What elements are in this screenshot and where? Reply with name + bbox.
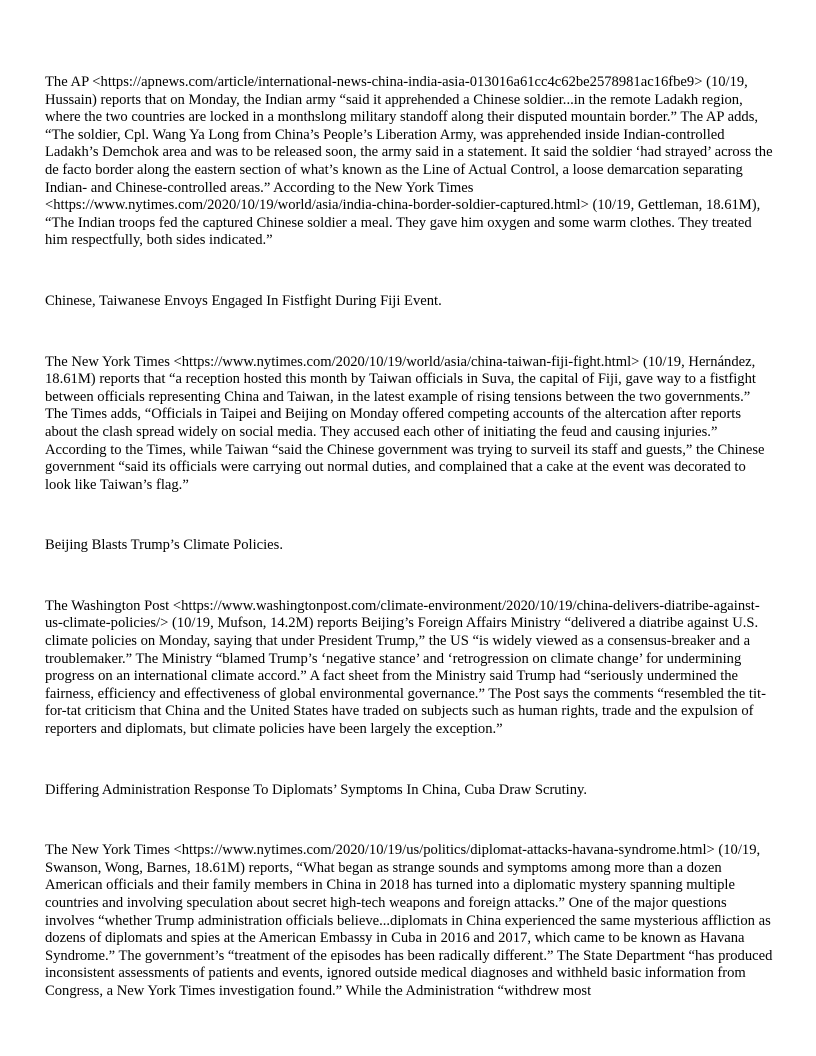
story-paragraph-climate-policies: The Washington Post <https://www.washingtonpost.com/climate-environment/2020/10/19/china-delivers-diatribe-against-us-climate-policies/> (10/19, Mufson, 14.2M) reports Beijing’s Foreign Affairs Ministry “delivered a diatribe against U.S. climate policies on Monday, saying that under President Trump,” the US “is widely viewed as a consensus-breaker and a troublemaker.” The Ministry “blamed Trump’s ‘negative stance’ and ‘retrogression on climate change’ for undermining progress on an international climate accord.” A fact sheet from the Ministry said Trump had “seriously undermined the fairness, efficiency and effectiveness of global environmental governance.” The Post says the comments “resembled the tit-for-tat criticism that China and the United States have traded on subjects such as human rights, trade and the expulsion of reporters and diplomats, but climate policies have been largely the exception.” bbox=[45, 597, 766, 738]
story-headline-climate-policies: Beijing Blasts Trump’s Climate Policies. bbox=[45, 537, 283, 554]
story-headline-fiji-fistfight: Chinese, Taiwanese Envoys Engaged In Fistfight During Fiji Event. bbox=[45, 292, 442, 309]
story-headline-diplomat-symptoms: Differing Administration Response To Diplomats’ Symptoms In China, Cuba Draw Scrutiny. bbox=[45, 781, 588, 798]
document-page bbox=[45, 74, 773, 1044]
story-paragraph-diplomat-symptoms: The New York Times <https://www.nytimes.com/2020/10/19/us/politics/diplomat-attacks-havana-syndrome.html> (10/19, Swanson, Wong, Barnes, 18.61M) reports, “What began as strange sounds and symptoms among more than a dozen American officials and their family members in China in 2018 has turned into a diplomatic mystery spanning multiple countries and involving speculation about secret high-tech weapons and foreign attacks.” One of the major questions involves “whether Trump administration officials believe...diplomats in China experienced the same mysterious affliction as dozens of diplomats and spies at the American Embassy in Cuba in 2016 and 2017, which came to be known as Havana Syndrome.” The government’s “treatment of the episodes has been radically different.” The State Department “has produced inconsistent assessments of patients and events, ignored outside medical diagnoses and withheld basic information from Congress, a New York Times investigation found.” While the Administration “withdrew most bbox=[45, 842, 773, 999]
story-paragraph-fiji-fistfight: The New York Times <https://www.nytimes.com/2020/10/19/world/asia/china-taiwan-fiji-fight.html> (10/19, Hernández, 18.61M) reports that “a reception hosted this month by Taiwan officials in Suva, the capital of Fiji, gave way to a fistfight between officials representing China and Taiwan, in the latest example of rising tensions between the two governments.” The Times adds, “Officials in Taipei and Beijing on Monday offered competing accounts of the altercation after reports about the clash spread widely on social media. They accused each other of initiating the feud and causing injuries.” According to the Times, while Taiwan “said the Chinese government was trying to surveil its staff and guests,” the Chinese government “said its officials were carrying out normal duties, and complained that a cake at the event was decorated to look like Taiwan’s flag.” bbox=[45, 353, 765, 493]
story-paragraph-india-china-soldier: The AP <https://apnews.com/article/international-news-china-india-asia-013016a61cc4c62be2578981ac16fbe9> (10/19, Hussain) reports that on Monday, the Indian army “said it apprehended a Chinese soldier...in the remote Ladakh region, where the two countries are locked in a monthslong military standoff along their disputed mountain border.” The AP adds, “The soldier, Cpl. Wang Ya Long from China’s People’s Liberation Army, was apprehended inside Indian-controlled Ladakh’s Demchok area and was to be released soon, the army said in a statement. It said the soldier ‘had strayed’ across the de facto border along the eastern section of what’s known as the Line of Actual Control, a loose demarcation separating Indian- and Chinese-controlled areas.” According to the New York Times <https://www.nytimes.com/2020/10/19/world/asia/india-china-border-soldier-captured.html> (10/19, Gettleman, 18.61M), “The Indian troops fed the captured Chinese soldier a meal. They gave him oxygen and some warm clothes. They treated him respectfully, both sides indicated.” bbox=[45, 74, 773, 249]
